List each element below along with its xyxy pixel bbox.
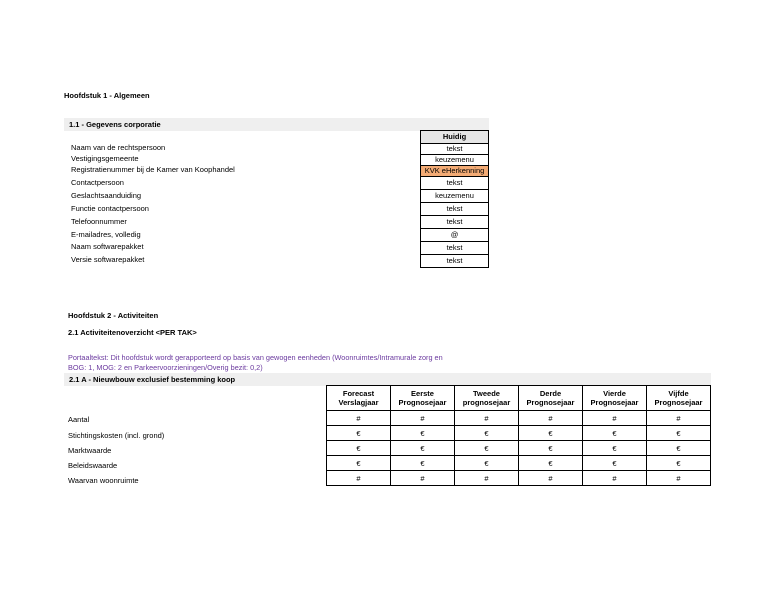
col-header-vierde-prognosejaar: Vierde Prognosejaar	[583, 386, 647, 411]
section-1-1-title: 1.1 - Gegevens corporatie	[69, 120, 161, 129]
col-header-tweede-prognosejaar: Tweede prognosejaar	[455, 386, 519, 411]
label-aantal: Aantal	[68, 415, 90, 424]
label-vestigingsgemeente: Vestigingsgemeente	[71, 154, 139, 163]
label-marktwaarde: Marktwaarde	[68, 446, 112, 455]
table-row-waarvan-woonruimte	[327, 471, 711, 486]
label-contactpersoon: Contactpersoon	[71, 178, 124, 187]
cell-input[interactable]: €	[647, 426, 711, 441]
cell-input[interactable]: #	[583, 411, 647, 426]
cell-input[interactable]: €	[327, 441, 391, 456]
section-2-1a-title: 2.1 A - Nieuwbouw exclusief bestemming koop	[69, 375, 236, 384]
table-header-row	[327, 386, 711, 411]
field-naam-softwarepakket[interactable]: tekst	[421, 242, 489, 255]
field-naam-rechtspersoon[interactable]: tekst	[421, 144, 489, 155]
label-waarvan-woonruimte: Waarvan woonruimte	[68, 476, 139, 485]
field-contactpersoon[interactable]: tekst	[421, 177, 489, 190]
field-emailadres[interactable]: @	[421, 229, 489, 242]
portal-text-line-1: Portaaltekst: Dit hoofdstuk wordt gerapporteerd op basis van gewogen eenheden (Woonruimtes/Intramurale zorg en	[68, 353, 443, 362]
label-kvk-registratienummer: Registratienummer bij de Kamer van Koophandel	[71, 165, 235, 174]
col-header-forecast-verslagjaar: Forecast Verslagjaar	[327, 386, 391, 411]
label-naam-rechtspersoon: Naam van de rechtspersoon	[71, 143, 166, 152]
label-emailadres: E-mailadres, volledig	[71, 230, 141, 239]
cell-input[interactable]: €	[519, 456, 583, 471]
table-row-beleidswaarde	[327, 456, 711, 471]
field-vestigingsgemeente[interactable]: keuzemenu	[421, 155, 489, 166]
cell-input[interactable]: #	[647, 411, 711, 426]
cell-input[interactable]: €	[647, 441, 711, 456]
cell-input[interactable]: #	[327, 471, 391, 486]
label-geslachtsaanduiding: Geslachtsaanduiding	[71, 191, 142, 200]
cell-input[interactable]: #	[519, 411, 583, 426]
cell-input[interactable]: €	[455, 456, 519, 471]
table-row-marktwaarde	[327, 441, 711, 456]
field-kvk-eherkenning[interactable]: KVK eHerkenning	[421, 166, 489, 177]
cell-input[interactable]: #	[519, 471, 583, 486]
cell-input[interactable]: €	[391, 441, 455, 456]
cell-input[interactable]: €	[391, 456, 455, 471]
chapter-2-title: Hoofdstuk 2 - Activiteiten	[68, 311, 159, 320]
cell-input[interactable]: #	[327, 411, 391, 426]
col-header-eerste-prognosejaar: Eerste Prognosejaar	[391, 386, 455, 411]
cell-input[interactable]: #	[455, 411, 519, 426]
cell-input[interactable]: €	[583, 441, 647, 456]
cell-input[interactable]: #	[391, 411, 455, 426]
cell-input[interactable]: €	[519, 441, 583, 456]
label-versie-softwarepakket: Versie softwarepakket	[71, 255, 145, 264]
chapter-1-title: Hoofdstuk 1 - Algemeen	[64, 91, 150, 100]
cell-input[interactable]: €	[391, 426, 455, 441]
label-functie-contactpersoon: Functie contactpersoon	[71, 204, 149, 213]
cell-input[interactable]: €	[647, 456, 711, 471]
table-row-aantal	[327, 411, 711, 426]
cell-input[interactable]: €	[327, 456, 391, 471]
cell-input[interactable]: #	[647, 471, 711, 486]
portal-text	[68, 353, 443, 372]
cell-input[interactable]: #	[391, 471, 455, 486]
col-header-vijfde-prognosejaar: Vijfde Prognosejaar	[647, 386, 711, 411]
cell-input[interactable]: €	[327, 426, 391, 441]
field-functie-contactpersoon[interactable]: tekst	[421, 203, 489, 216]
table-row-stichtingskosten	[327, 426, 711, 441]
field-geslachtsaanduiding[interactable]: keuzemenu	[421, 190, 489, 203]
portal-text-line-2: BOG: 1, MOG: 2 en Parkeervoorzieningen/Overig bezit: 0,2)	[68, 362, 263, 372]
cell-input[interactable]: €	[583, 456, 647, 471]
field-versie-softwarepakket[interactable]: tekst	[421, 255, 489, 268]
col-header-derde-prognosejaar: Derde Prognosejaar	[519, 386, 583, 411]
cell-input[interactable]: #	[455, 471, 519, 486]
cell-input[interactable]: €	[455, 441, 519, 456]
label-telefoonnummer: Telefoonnummer	[71, 217, 127, 226]
section-2-1-subtitle: 2.1 Activiteitenoverzicht <PER TAK>	[68, 328, 197, 337]
label-naam-softwarepakket: Naam softwarepakket	[71, 242, 144, 251]
huidig-header: Huidig	[421, 131, 489, 144]
cell-input[interactable]: €	[519, 426, 583, 441]
cell-input[interactable]: #	[583, 471, 647, 486]
field-telefoonnummer[interactable]: tekst	[421, 216, 489, 229]
cell-input[interactable]: €	[583, 426, 647, 441]
nieuwbouw-table	[326, 385, 711, 486]
label-beleidswaarde: Beleidswaarde	[68, 461, 118, 470]
cell-input[interactable]: €	[455, 426, 519, 441]
huidig-table	[420, 130, 489, 268]
label-stichtingskosten: Stichtingskosten (incl. grond)	[68, 431, 165, 440]
